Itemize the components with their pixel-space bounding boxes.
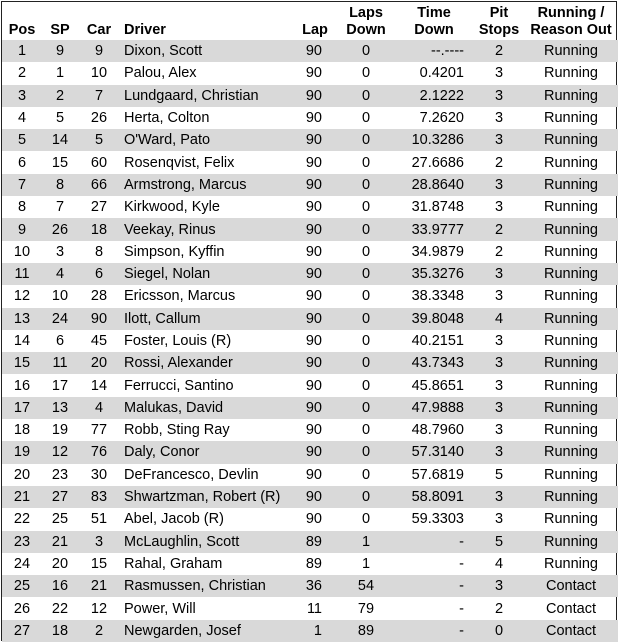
- cell-sp: 4: [42, 263, 78, 285]
- cell-car: 30: [90, 466, 108, 483]
- cell-time-down: 27.6686: [411, 154, 464, 171]
- cell-laps-down: 0: [361, 422, 371, 439]
- cell-pit-stops: 2: [494, 600, 504, 617]
- cell-pos: 23: [2, 531, 42, 553]
- cell-car: 5: [78, 129, 120, 151]
- cell-status: Running: [543, 555, 598, 572]
- cell-driver: Ericsson, Marcus: [124, 288, 236, 305]
- cell-pit-stops: 3: [494, 377, 504, 394]
- cell-status: Running: [543, 154, 598, 171]
- cell-status: Running: [543, 466, 598, 483]
- cell-car: 27: [90, 199, 108, 216]
- cell-driver: Foster, Louis (R): [124, 333, 232, 349]
- cell-status: Running: [524, 129, 618, 151]
- cell-car: 2: [78, 620, 120, 642]
- cell-pos: 12: [13, 288, 31, 305]
- cell-car: 20: [78, 352, 120, 374]
- cell-laps-down: 0: [338, 441, 394, 463]
- cell-driver: Rahal, Graham: [124, 555, 223, 572]
- cell-time-down: 57.6819: [411, 466, 464, 483]
- cell-sp: 24: [42, 308, 78, 330]
- cell-time-down: --.----: [394, 40, 474, 62]
- cell-pos: 7: [2, 174, 42, 196]
- cell-driver: Simpson, Kyffin: [124, 243, 225, 260]
- cell-pit-stops: 3: [474, 263, 524, 285]
- cell-pit-stops: 4: [494, 555, 504, 572]
- cell-status: Contact: [524, 620, 618, 642]
- col-header-car: Car: [86, 22, 112, 38]
- cell-driver: O'Ward, Pato: [120, 129, 292, 151]
- cell-laps-down: 0: [338, 218, 394, 240]
- cell-laps-down: 1: [338, 531, 394, 553]
- cell-pos: 20: [13, 466, 31, 483]
- cell-lap: 90: [292, 308, 338, 330]
- cell-laps-down: 0: [361, 110, 371, 127]
- cell-lap: 90: [305, 154, 322, 171]
- cell-time-down: -: [459, 600, 464, 617]
- cell-sp: 27: [42, 486, 78, 508]
- table-row: [2, 352, 618, 374]
- cell-driver: Shwartzman, Robert (R): [120, 486, 292, 508]
- cell-time-down: 0.4201: [419, 65, 464, 82]
- cell-sp: 12: [42, 441, 78, 463]
- cell-driver: DeFrancesco, Devlin: [124, 466, 259, 483]
- cell-car: 18: [78, 218, 120, 240]
- cell-pos: 25: [2, 575, 42, 597]
- cell-sp: 18: [42, 620, 78, 642]
- cell-status: Running: [543, 110, 598, 127]
- table-row: [2, 330, 618, 352]
- cell-lap: 90: [305, 243, 322, 260]
- cell-time-down: -: [459, 555, 464, 572]
- cell-pit-stops: 3: [474, 129, 524, 151]
- cell-lap: 90: [305, 511, 322, 528]
- cell-time-down: 28.8640: [394, 174, 474, 196]
- cell-sp: 23: [51, 466, 69, 483]
- cell-lap: 90: [305, 65, 322, 82]
- cell-pit-stops: 3: [474, 575, 524, 597]
- cell-lap: 90: [305, 288, 322, 305]
- cell-status: Running: [524, 263, 618, 285]
- cell-pit-stops: 3: [474, 85, 524, 107]
- table-row: [2, 486, 618, 508]
- cell-pit-stops: 3: [494, 110, 504, 127]
- cell-pit-stops: 0: [474, 620, 524, 642]
- cell-time-down: -: [394, 575, 474, 597]
- cell-time-down: 7.2620: [419, 110, 464, 127]
- cell-pit-stops: 4: [474, 308, 524, 330]
- cell-driver: Rasmussen, Christian: [120, 575, 292, 597]
- cell-pit-stops: 3: [494, 65, 504, 82]
- cell-car: 9: [78, 40, 120, 62]
- cell-pos: 5: [2, 129, 42, 151]
- cell-sp: 13: [42, 397, 78, 419]
- table-row: [2, 40, 618, 62]
- cell-time-down: 39.8048: [394, 308, 474, 330]
- cell-lap: 90: [292, 441, 338, 463]
- table-row: [2, 241, 618, 263]
- cell-time-down: 34.9879: [411, 243, 464, 260]
- cell-pit-stops: 2: [494, 154, 504, 171]
- cell-lap: 90: [292, 129, 338, 151]
- cell-pos: 11: [2, 263, 42, 285]
- cell-pos: 2: [17, 65, 27, 82]
- cell-pos: 24: [13, 555, 31, 572]
- cell-status: Running: [524, 308, 618, 330]
- table-body: [2, 40, 618, 642]
- cell-laps-down: 0: [338, 174, 394, 196]
- cell-driver: Rossi, Alexander: [120, 352, 292, 374]
- col-header-status: Running / Reason Out: [530, 5, 612, 38]
- cell-laps-down: 0: [361, 466, 371, 483]
- cell-car: 21: [78, 575, 120, 597]
- race-results-table: [2, 2, 618, 642]
- cell-sp: 14: [42, 129, 78, 151]
- table-row: [2, 62, 618, 84]
- cell-driver: Ilott, Callum: [120, 308, 292, 330]
- cell-lap: 90: [305, 466, 322, 483]
- cell-driver: Armstrong, Marcus: [120, 174, 292, 196]
- cell-sp: 26: [42, 218, 78, 240]
- cell-sp: 1: [55, 65, 65, 82]
- cell-time-down: 43.7343: [394, 352, 474, 374]
- cell-car: 60: [90, 154, 108, 171]
- table-row: [2, 553, 618, 575]
- cell-pos: 15: [2, 352, 42, 374]
- cell-pos: 10: [13, 243, 31, 260]
- col-header-lap: Lap: [302, 22, 328, 38]
- cell-lap: 90: [305, 422, 322, 439]
- cell-driver: Ferrucci, Santino: [124, 377, 234, 394]
- cell-laps-down: 0: [338, 486, 394, 508]
- cell-status: Running: [524, 531, 618, 553]
- cell-lap: 90: [305, 333, 322, 349]
- cell-sp: 9: [42, 40, 78, 62]
- cell-sp: 8: [42, 174, 78, 196]
- cell-pos: 26: [13, 600, 31, 617]
- cell-laps-down: 0: [338, 263, 394, 285]
- cell-pos: 8: [17, 199, 27, 216]
- cell-lap: 90: [305, 199, 322, 216]
- cell-status: Running: [543, 377, 598, 394]
- cell-car: 77: [90, 422, 108, 439]
- cell-status: Running: [543, 65, 598, 82]
- cell-time-down: 38.3348: [411, 288, 464, 305]
- table-row: [2, 174, 618, 196]
- cell-driver: Newgarden, Josef: [120, 620, 292, 642]
- cell-pos: 19: [2, 441, 42, 463]
- cell-time-down: 2.1222: [394, 85, 474, 107]
- cell-laps-down: 1: [361, 555, 371, 572]
- cell-car: 8: [94, 243, 104, 260]
- col-header-time-down: Time Down: [414, 5, 454, 38]
- cell-lap: 89: [305, 555, 322, 572]
- table-row: [2, 285, 618, 307]
- cell-laps-down: 0: [361, 511, 371, 528]
- cell-car: 7: [78, 85, 120, 107]
- cell-status: Running: [524, 352, 618, 374]
- cell-driver: McLaughlin, Scott: [120, 531, 292, 553]
- cell-time-down: 58.8091: [394, 486, 474, 508]
- cell-driver: Power, Will: [124, 600, 196, 617]
- cell-pit-stops: 2: [474, 40, 524, 62]
- cell-sp: 10: [51, 288, 69, 305]
- cell-lap: 90: [292, 486, 338, 508]
- cell-car: 28: [90, 288, 108, 305]
- col-header-pos: Pos: [8, 22, 36, 38]
- cell-pos: 13: [2, 308, 42, 330]
- cell-pit-stops: 3: [474, 352, 524, 374]
- cell-car: 66: [78, 174, 120, 196]
- cell-pit-stops: 3: [494, 422, 504, 439]
- cell-car: 45: [90, 333, 108, 349]
- cell-car: 90: [78, 308, 120, 330]
- cell-time-down: 35.3276: [394, 263, 474, 285]
- cell-lap: 90: [292, 218, 338, 240]
- cell-sp: 2: [42, 85, 78, 107]
- table-row: [2, 464, 618, 486]
- table-row: [2, 218, 618, 240]
- cell-sp: 16: [42, 575, 78, 597]
- cell-laps-down: 79: [357, 600, 375, 617]
- cell-lap: 90: [292, 263, 338, 285]
- table-row: [2, 107, 618, 129]
- table-row: [2, 441, 618, 463]
- cell-pos: 18: [13, 422, 31, 439]
- cell-pit-stops: 5: [494, 466, 504, 483]
- cell-time-down: 59.3303: [411, 511, 464, 528]
- cell-pit-stops: 3: [494, 288, 504, 305]
- cell-pos: 6: [17, 154, 27, 171]
- cell-car: 3: [78, 531, 120, 553]
- cell-pos: 14: [13, 333, 31, 349]
- cell-driver: Malukas, David: [120, 397, 292, 419]
- table-row: [2, 620, 618, 642]
- table-row: [2, 263, 618, 285]
- cell-time-down: -: [394, 620, 474, 642]
- cell-lap: 90: [292, 174, 338, 196]
- cell-car: 14: [90, 377, 108, 394]
- cell-laps-down: 0: [361, 243, 371, 260]
- cell-car: 12: [90, 600, 108, 617]
- cell-status: Running: [524, 85, 618, 107]
- table-row: [2, 374, 618, 396]
- cell-driver: Palou, Alex: [124, 65, 197, 82]
- cell-sp: 19: [51, 422, 69, 439]
- cell-lap: 90: [305, 377, 322, 394]
- cell-status: Running: [543, 288, 598, 305]
- cell-sp: 17: [51, 377, 69, 394]
- cell-driver: Abel, Jacob (R): [124, 511, 224, 528]
- cell-lap: 90: [305, 110, 322, 127]
- cell-status: Running: [524, 218, 618, 240]
- cell-lap: 11: [306, 600, 322, 617]
- cell-laps-down: 0: [361, 154, 371, 171]
- table-row: [2, 85, 618, 107]
- cell-driver: Kirkwood, Kyle: [124, 199, 220, 216]
- table-row: [2, 597, 618, 619]
- cell-laps-down: 0: [361, 333, 371, 349]
- table-row: [2, 129, 618, 151]
- cell-car: 6: [78, 263, 120, 285]
- cell-laps-down: 0: [338, 85, 394, 107]
- cell-time-down: -: [394, 531, 474, 553]
- cell-pit-stops: 3: [474, 441, 524, 463]
- cell-status: Running: [543, 511, 598, 528]
- cell-lap: 90: [292, 352, 338, 374]
- cell-pit-stops: 2: [474, 218, 524, 240]
- col-header-driver: Driver: [124, 22, 166, 38]
- table-row: [2, 151, 618, 173]
- cell-car: 15: [90, 555, 108, 572]
- cell-pit-stops: 3: [474, 486, 524, 508]
- cell-pit-stops: 3: [474, 174, 524, 196]
- cell-car: 83: [78, 486, 120, 508]
- cell-pit-stops: 5: [474, 531, 524, 553]
- cell-pos: 21: [2, 486, 42, 508]
- cell-time-down: 45.8651: [411, 377, 464, 394]
- cell-time-down: 57.3140: [394, 441, 474, 463]
- cell-sp: 6: [55, 333, 65, 349]
- cell-status: Running: [543, 422, 598, 439]
- cell-status: Contact: [524, 575, 618, 597]
- cell-pos: 9: [2, 218, 42, 240]
- col-header-sp: SP: [50, 22, 70, 38]
- cell-lap: 90: [292, 85, 338, 107]
- cell-time-down: 33.9777: [394, 218, 474, 240]
- table-row: [2, 531, 618, 553]
- table-row: [2, 196, 618, 218]
- cell-status: Running: [524, 397, 618, 419]
- cell-sp: 20: [51, 555, 69, 572]
- table-header-row: [2, 2, 618, 40]
- cell-status: Running: [524, 486, 618, 508]
- cell-driver: Siegel, Nolan: [120, 263, 292, 285]
- cell-driver: Rosenqvist, Felix: [124, 154, 235, 171]
- cell-laps-down: 0: [361, 199, 371, 216]
- cell-pit-stops: 3: [494, 511, 504, 528]
- cell-sp: 5: [55, 110, 65, 127]
- cell-car: 4: [78, 397, 120, 419]
- cell-time-down: 48.7960: [411, 422, 464, 439]
- cell-car: 76: [78, 441, 120, 463]
- cell-laps-down: 0: [361, 377, 371, 394]
- cell-laps-down: 0: [338, 308, 394, 330]
- cell-pos: 17: [2, 397, 42, 419]
- cell-sp: 11: [42, 352, 78, 374]
- cell-sp: 22: [51, 600, 69, 617]
- cell-pos: 1: [2, 40, 42, 62]
- cell-status: Running: [524, 441, 618, 463]
- cell-driver: Veekay, Rinus: [120, 218, 292, 240]
- cell-laps-down: 0: [338, 352, 394, 374]
- cell-laps-down: 0: [361, 288, 371, 305]
- cell-status: Running: [543, 243, 598, 260]
- table-row: [2, 419, 618, 441]
- cell-laps-down: 0: [338, 129, 394, 151]
- cell-status: Running: [543, 199, 598, 216]
- cell-pos: 4: [17, 110, 27, 127]
- cell-time-down: 47.9888: [394, 397, 474, 419]
- cell-car: 10: [90, 65, 108, 82]
- cell-laps-down: 89: [338, 620, 394, 642]
- cell-car: 26: [90, 110, 108, 127]
- cell-pit-stops: 3: [474, 397, 524, 419]
- cell-pit-stops: 3: [494, 199, 504, 216]
- cell-sp: 25: [51, 511, 69, 528]
- cell-lap: 89: [292, 531, 338, 553]
- cell-pos: 3: [2, 85, 42, 107]
- cell-sp: 7: [55, 199, 65, 216]
- cell-lap: 90: [292, 397, 338, 419]
- cell-driver: Lundgaard, Christian: [120, 85, 292, 107]
- col-header-laps-down: Laps Down: [346, 5, 386, 38]
- cell-status: Running: [524, 40, 618, 62]
- cell-laps-down: 0: [361, 65, 371, 82]
- cell-driver: Herta, Colton: [124, 110, 210, 127]
- table-row: [2, 508, 618, 530]
- table-row: [2, 397, 618, 419]
- cell-sp: 15: [51, 154, 69, 171]
- cell-status: Contact: [546, 600, 596, 617]
- table-row: [2, 575, 618, 597]
- cell-driver: Robb, Sting Ray: [124, 422, 230, 439]
- cell-status: Running: [524, 174, 618, 196]
- col-header-pit-stops: Pit Stops: [478, 5, 520, 38]
- cell-pit-stops: 3: [494, 333, 504, 349]
- cell-time-down: 10.3286: [394, 129, 474, 151]
- cell-pit-stops: 2: [494, 243, 504, 260]
- cell-laps-down: 0: [338, 40, 394, 62]
- cell-lap: 1: [292, 620, 338, 642]
- cell-pos: 16: [13, 377, 31, 394]
- cell-laps-down: 0: [338, 397, 394, 419]
- cell-lap: 36: [292, 575, 338, 597]
- table-row: [2, 308, 618, 330]
- cell-sp: 3: [55, 243, 65, 260]
- results-table-frame: [1, 1, 617, 641]
- cell-sp: 21: [42, 531, 78, 553]
- cell-time-down: 31.8748: [411, 199, 464, 216]
- cell-laps-down: 54: [338, 575, 394, 597]
- cell-time-down: 40.2151: [411, 333, 464, 349]
- cell-driver: Dixon, Scott: [120, 40, 292, 62]
- cell-lap: 90: [292, 40, 338, 62]
- cell-car: 51: [90, 511, 108, 528]
- cell-pos: 22: [13, 511, 31, 528]
- cell-status: Running: [543, 333, 598, 349]
- cell-pos: 27: [2, 620, 42, 642]
- cell-driver: Daly, Conor: [120, 441, 292, 463]
